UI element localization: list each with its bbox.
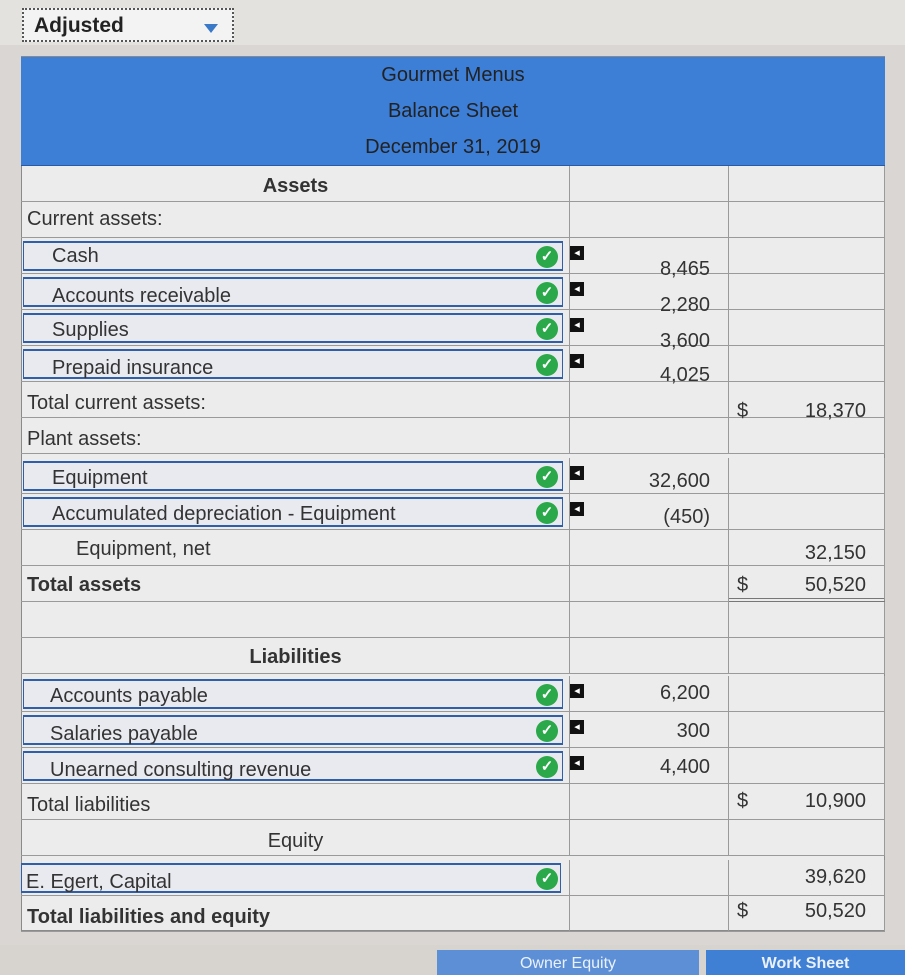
- company-name: Gourmet Menus: [21, 57, 885, 94]
- table-row: [21, 712, 885, 748]
- total-current-assets-label: Total current assets:: [27, 392, 206, 414]
- check-circle-icon: ✓: [536, 466, 558, 488]
- accum-dep-account-select[interactable]: Accumulated depreciation - Equipment: [23, 497, 563, 527]
- total-liabilities-equity-row: [21, 896, 885, 932]
- ar-amount-input[interactable]: 2,280: [570, 274, 729, 310]
- assets-heading-row: [21, 166, 885, 202]
- total-current-assets-input[interactable]: $ 18,370: [729, 382, 885, 418]
- check-circle-icon: ✓: [536, 282, 558, 304]
- equipment-net-input[interactable]: 32,150: [729, 530, 885, 566]
- check-circle-icon: ✓: [536, 720, 558, 742]
- table-row: [21, 346, 885, 386]
- equipment-account-select[interactable]: Equipment: [23, 461, 563, 491]
- ar-account-select[interactable]: Accounts receivable: [23, 277, 563, 307]
- current-assets-row: [21, 202, 885, 238]
- salaries-amount-input[interactable]: 300: [570, 712, 729, 748]
- check-circle-icon: ✓: [536, 684, 558, 706]
- table-row: [21, 458, 885, 494]
- arrow-icon[interactable]: ◂: [570, 354, 584, 368]
- statement-type-dropdown[interactable]: [22, 8, 234, 42]
- check-circle-icon: ✓: [536, 868, 558, 890]
- equity-heading: Equity: [267, 830, 324, 852]
- supplies-account-select[interactable]: Supplies: [23, 313, 563, 343]
- table-row: [21, 494, 885, 530]
- equipment-amount-input[interactable]: 32,600: [570, 458, 729, 494]
- total-liabilities-input[interactable]: $ 10,900: [729, 784, 885, 820]
- arrow-icon[interactable]: ◂: [570, 756, 584, 770]
- capital-amount-input[interactable]: 39,620: [729, 860, 885, 896]
- spacer-row: [21, 602, 885, 638]
- unearned-account-select[interactable]: Unearned consulting revenue: [23, 751, 563, 781]
- plant-assets-heading: Plant assets:: [27, 428, 142, 450]
- total-current-assets-row: [21, 382, 885, 422]
- arrow-icon[interactable]: ◂: [570, 720, 584, 734]
- equity-heading-row: [21, 820, 885, 856]
- table-row: [21, 860, 885, 896]
- total-assets-row: [21, 566, 885, 602]
- statement-title: Balance Sheet: [21, 93, 885, 130]
- supplies-amount-input[interactable]: 3,600: [570, 310, 729, 346]
- dropdown-value: Adjusted: [34, 14, 124, 37]
- total-liabilities-equity-input[interactable]: $ 50,520: [729, 896, 885, 932]
- arrow-icon[interactable]: ◂: [570, 466, 584, 480]
- table-row: [21, 238, 885, 280]
- chevron-down-icon: [204, 24, 218, 33]
- prev-tab-button[interactable]: Owner Equity: [437, 950, 699, 975]
- plant-assets-row: [21, 418, 885, 454]
- arrow-icon[interactable]: ◂: [570, 502, 584, 516]
- table-row: [21, 310, 885, 352]
- total-liabilities-row: [21, 784, 885, 820]
- cash-amount-input[interactable]: 8,465: [570, 238, 729, 274]
- table-row: [21, 274, 885, 316]
- liabilities-heading-row: [21, 638, 885, 674]
- next-tab-button[interactable]: Work Sheet: [706, 950, 905, 975]
- prepaid-amount-input[interactable]: 4,025: [570, 346, 729, 382]
- check-circle-icon: ✓: [536, 246, 558, 268]
- equipment-net-row: [21, 530, 885, 566]
- check-circle-icon: ✓: [536, 502, 558, 524]
- capital-account-select[interactable]: E. Egert, Capital: [21, 863, 561, 893]
- check-circle-icon: ✓: [536, 354, 558, 376]
- ap-amount-input[interactable]: 6,200: [570, 676, 729, 712]
- arrow-icon[interactable]: ◂: [570, 246, 584, 260]
- statement-date: December 31, 2019: [21, 129, 885, 166]
- total-assets-input[interactable]: $ 50,520: [729, 566, 885, 602]
- arrow-icon[interactable]: ◂: [570, 318, 584, 332]
- accum-dep-amount-input[interactable]: (450): [570, 494, 729, 530]
- arrow-icon[interactable]: ◂: [570, 282, 584, 296]
- unearned-amount-input[interactable]: 4,400: [570, 748, 729, 784]
- liabilities-heading: Liabilities: [249, 646, 342, 668]
- salaries-account-select[interactable]: Salaries payable: [23, 715, 563, 745]
- table-row: [21, 676, 885, 712]
- check-circle-icon: ✓: [536, 756, 558, 778]
- equipment-net-label: Equipment, net: [76, 538, 211, 560]
- current-assets-heading: Current assets:: [27, 208, 163, 230]
- prepaid-account-select[interactable]: Prepaid insurance: [23, 349, 563, 379]
- ap-account-select[interactable]: Accounts payable: [23, 679, 563, 709]
- total-liabilities-equity-label: Total liabilities and equity: [27, 906, 270, 928]
- check-circle-icon: ✓: [536, 318, 558, 340]
- total-assets-label: Total assets: [27, 574, 142, 596]
- arrow-icon[interactable]: ◂: [570, 684, 584, 698]
- assets-heading: Assets: [262, 175, 329, 197]
- total-liabilities-label: Total liabilities: [27, 794, 151, 816]
- table-row: [21, 748, 885, 784]
- cash-account-select[interactable]: Cash: [23, 241, 563, 271]
